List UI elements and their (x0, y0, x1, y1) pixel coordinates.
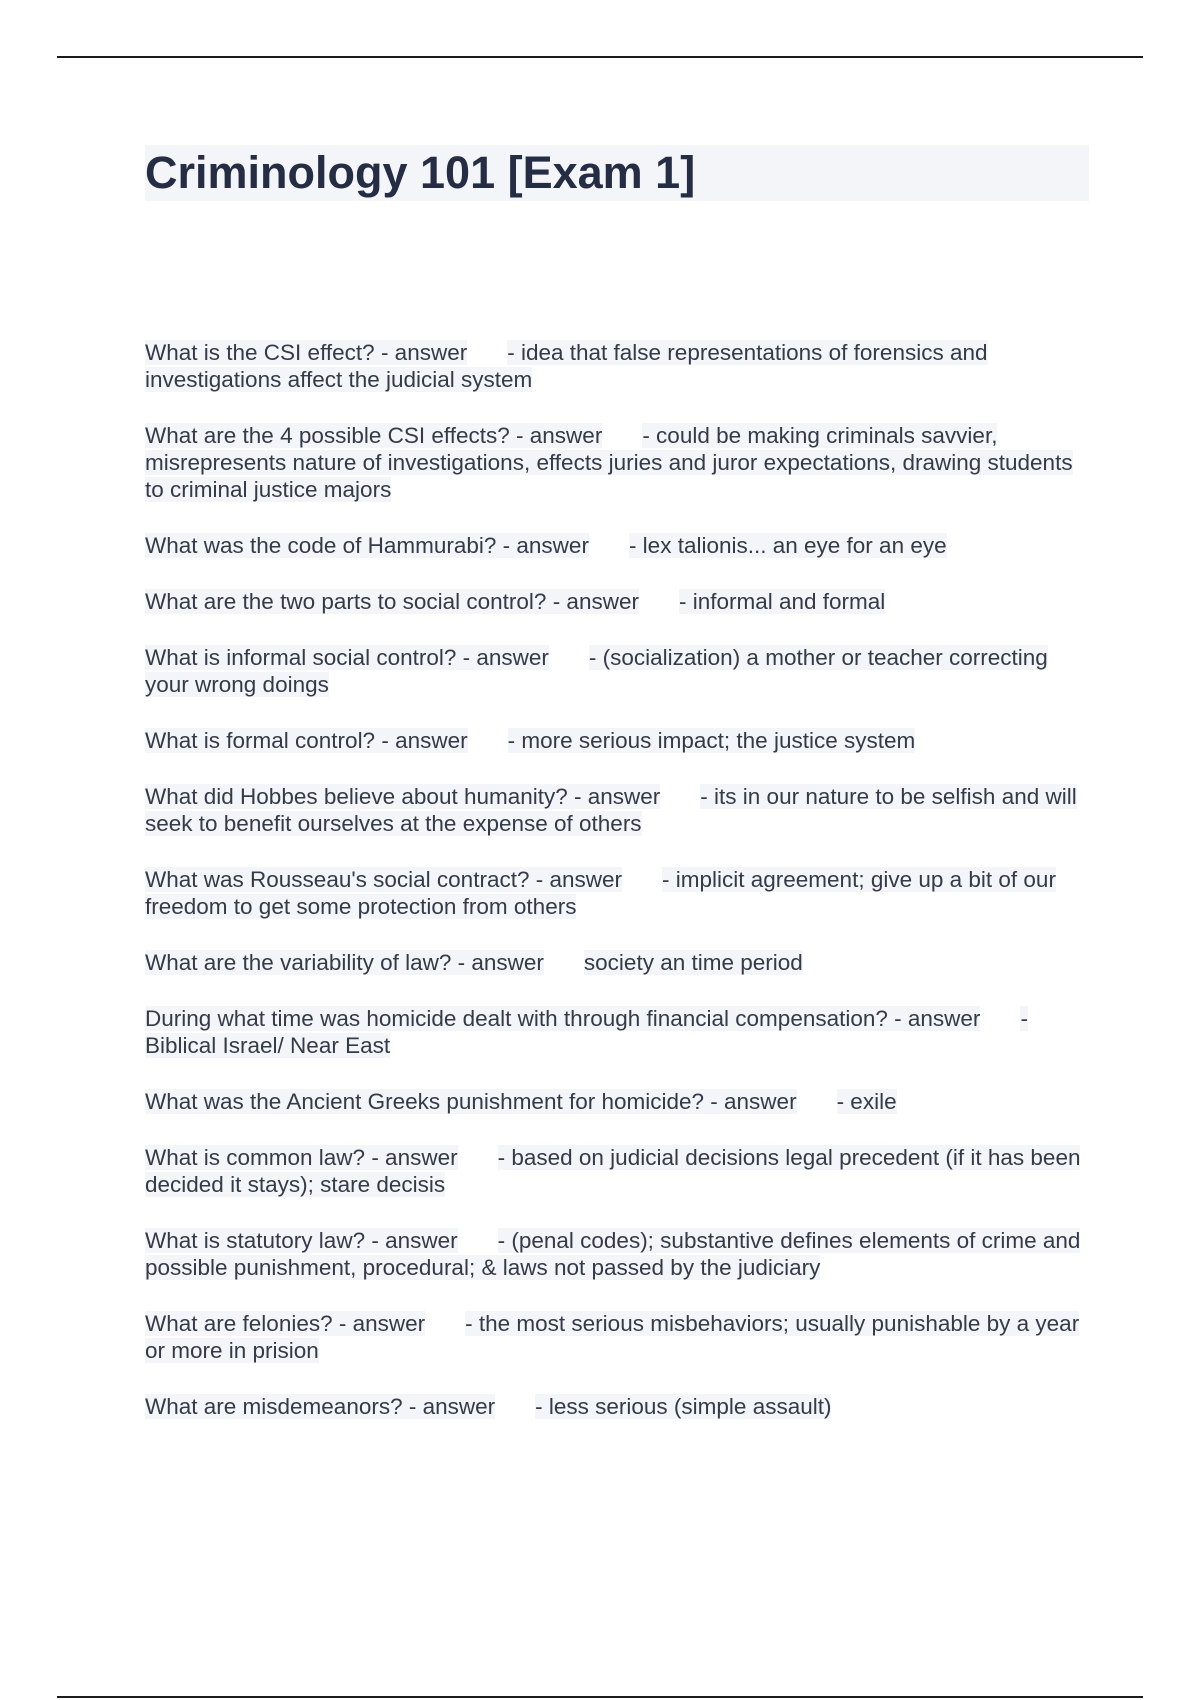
question-text: During what time was homicide dealt with through financial compensation? - answer (145, 1006, 981, 1031)
qa-item-12 (145, 1144, 1095, 1198)
question-text: What are the variability of law? - answer (145, 950, 544, 975)
answer-text: - Biblical Israel/ Near East (145, 1006, 1028, 1058)
page-title: Criminology 101 [Exam 1] (145, 147, 696, 198)
bottom-rule (57, 1696, 1143, 1698)
answer-text: - lex talionis... an eye for an eye (628, 533, 947, 558)
question-text: What are felonies? - answer (145, 1311, 426, 1336)
question-text: What are misdemeanors? - answer (145, 1394, 496, 1419)
qa-item-15 (145, 1393, 1095, 1420)
answer-text: - informal and formal (678, 589, 886, 614)
qa-item-7 (145, 783, 1095, 837)
qa-item-11 (145, 1088, 1095, 1115)
qa-item-9 (145, 949, 1095, 976)
question-text: What was the code of Hammurabi? - answer (145, 533, 589, 558)
answer-text: - idea that false representations of forensics and investigations affect the judicial system (145, 340, 988, 392)
question-text: What are the two parts to social control? - answer (145, 589, 639, 614)
question-text: What is the CSI effect? - answer (145, 340, 468, 365)
question-text: What are the 4 possible CSI effects? - answer (145, 423, 603, 448)
qa-list (145, 339, 1095, 1449)
qa-item-8 (145, 866, 1095, 920)
answer-text: - could be making criminals savvier, misrepresents nature of investigations, effects juries and juror expectations, drawing students to criminal justice majors (145, 423, 1073, 502)
answer-text: - based on judicial decisions legal precedent (if it has been decided it stays); stare decisis (145, 1145, 1081, 1197)
qa-item-6 (145, 727, 1095, 754)
answer-text: - less serious (simple assault) (535, 1394, 832, 1419)
qa-item-4 (145, 588, 1095, 615)
answer-text: - its in our nature to be selfish and will seek to benefit ourselves at the expense of others (145, 784, 1077, 836)
answer-text: - (penal codes); substantive defines elements of crime and possible punishment, procedural; & laws not passed by the judiciary (145, 1228, 1081, 1280)
answer-text: - exile (836, 1089, 897, 1114)
question-text: What is formal control? - answer (145, 728, 468, 753)
qa-item-13 (145, 1227, 1095, 1281)
answer-text: - implicit agreement; give up a bit of our freedom to get some protection from others (145, 867, 1056, 919)
qa-item-1 (145, 339, 1095, 393)
question-text: What is common law? - answer (145, 1145, 458, 1170)
qa-item-10 (145, 1005, 1095, 1059)
qa-item-14 (145, 1310, 1095, 1364)
question-text: What did Hobbes believe about humanity? - answer (145, 784, 661, 809)
answer-text: - the most serious misbehaviors; usually punishable by a year or more in prision (145, 1311, 1080, 1363)
question-text: What was the Ancient Greeks punishment for homicide? - answer (145, 1089, 797, 1114)
answer-text: - more serious impact; the justice system (507, 728, 916, 753)
top-rule (57, 56, 1143, 58)
qa-item-5 (145, 644, 1095, 698)
qa-item-3 (145, 532, 1095, 559)
answer-text: - (socialization) a mother or teacher correcting your wrong doings (145, 645, 1048, 697)
question-text: What is statutory law? - answer (145, 1228, 458, 1253)
question-text: What is informal social control? - answer (145, 645, 549, 670)
question-text: What was Rousseau's social contract? - answer (145, 867, 622, 892)
qa-item-2 (145, 422, 1095, 503)
answer-text: society an time period (583, 950, 803, 975)
